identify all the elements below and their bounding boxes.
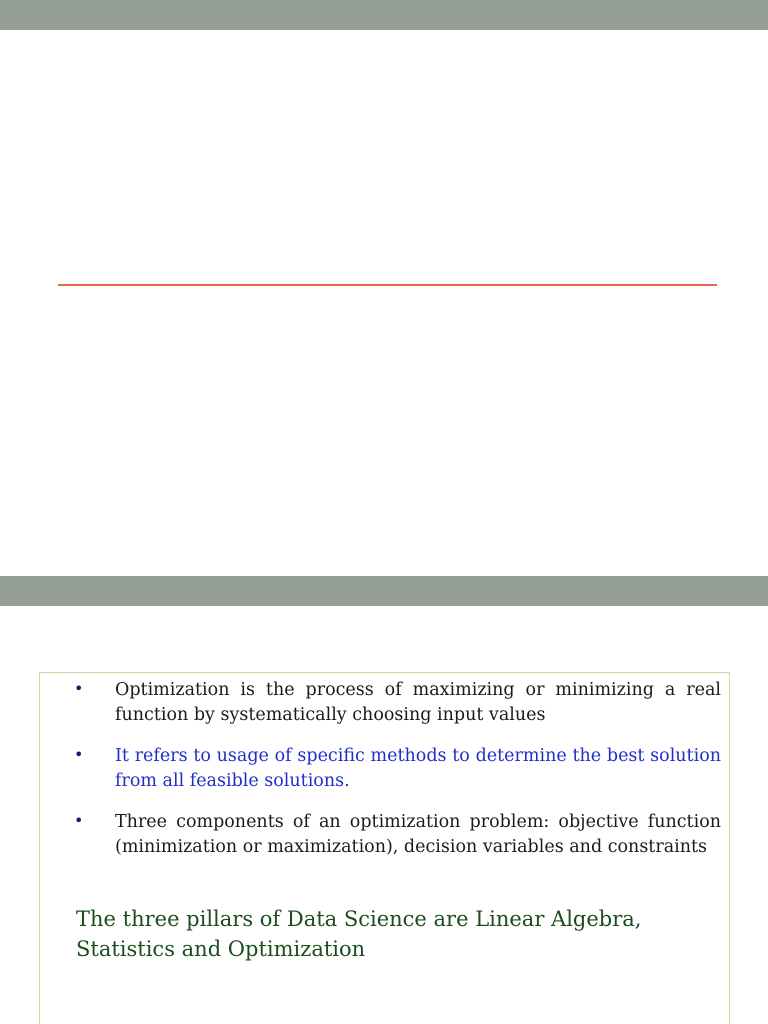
title-divider-line [58, 284, 717, 286]
top-header-band [0, 0, 768, 30]
bullet-item-methods [40, 744, 729, 794]
bullet-marker: • [74, 679, 84, 698]
bullet-marker: • [74, 745, 84, 764]
bullet-text: It refers to usage of specific methods to determine the best solution from all feasible solutions. [115, 746, 721, 791]
bullet-text: Three components of an optimization problem: objective function (minimization or maximization), decision variables and constraints [115, 812, 721, 857]
bullet-text: Optimization is the process of maximizing or minimizing a real function by systematically choosing input values [115, 680, 721, 725]
bullet-marker: • [74, 811, 84, 830]
content-box [39, 672, 730, 1024]
bullet-item-components [40, 810, 729, 860]
bullet-item-definition [40, 678, 729, 728]
summary-statement: The three pillars of Data Science are Linear Algebra, Statistics and Optimization [76, 907, 642, 961]
bullet-list [40, 678, 729, 876]
section-header-band [0, 576, 768, 606]
